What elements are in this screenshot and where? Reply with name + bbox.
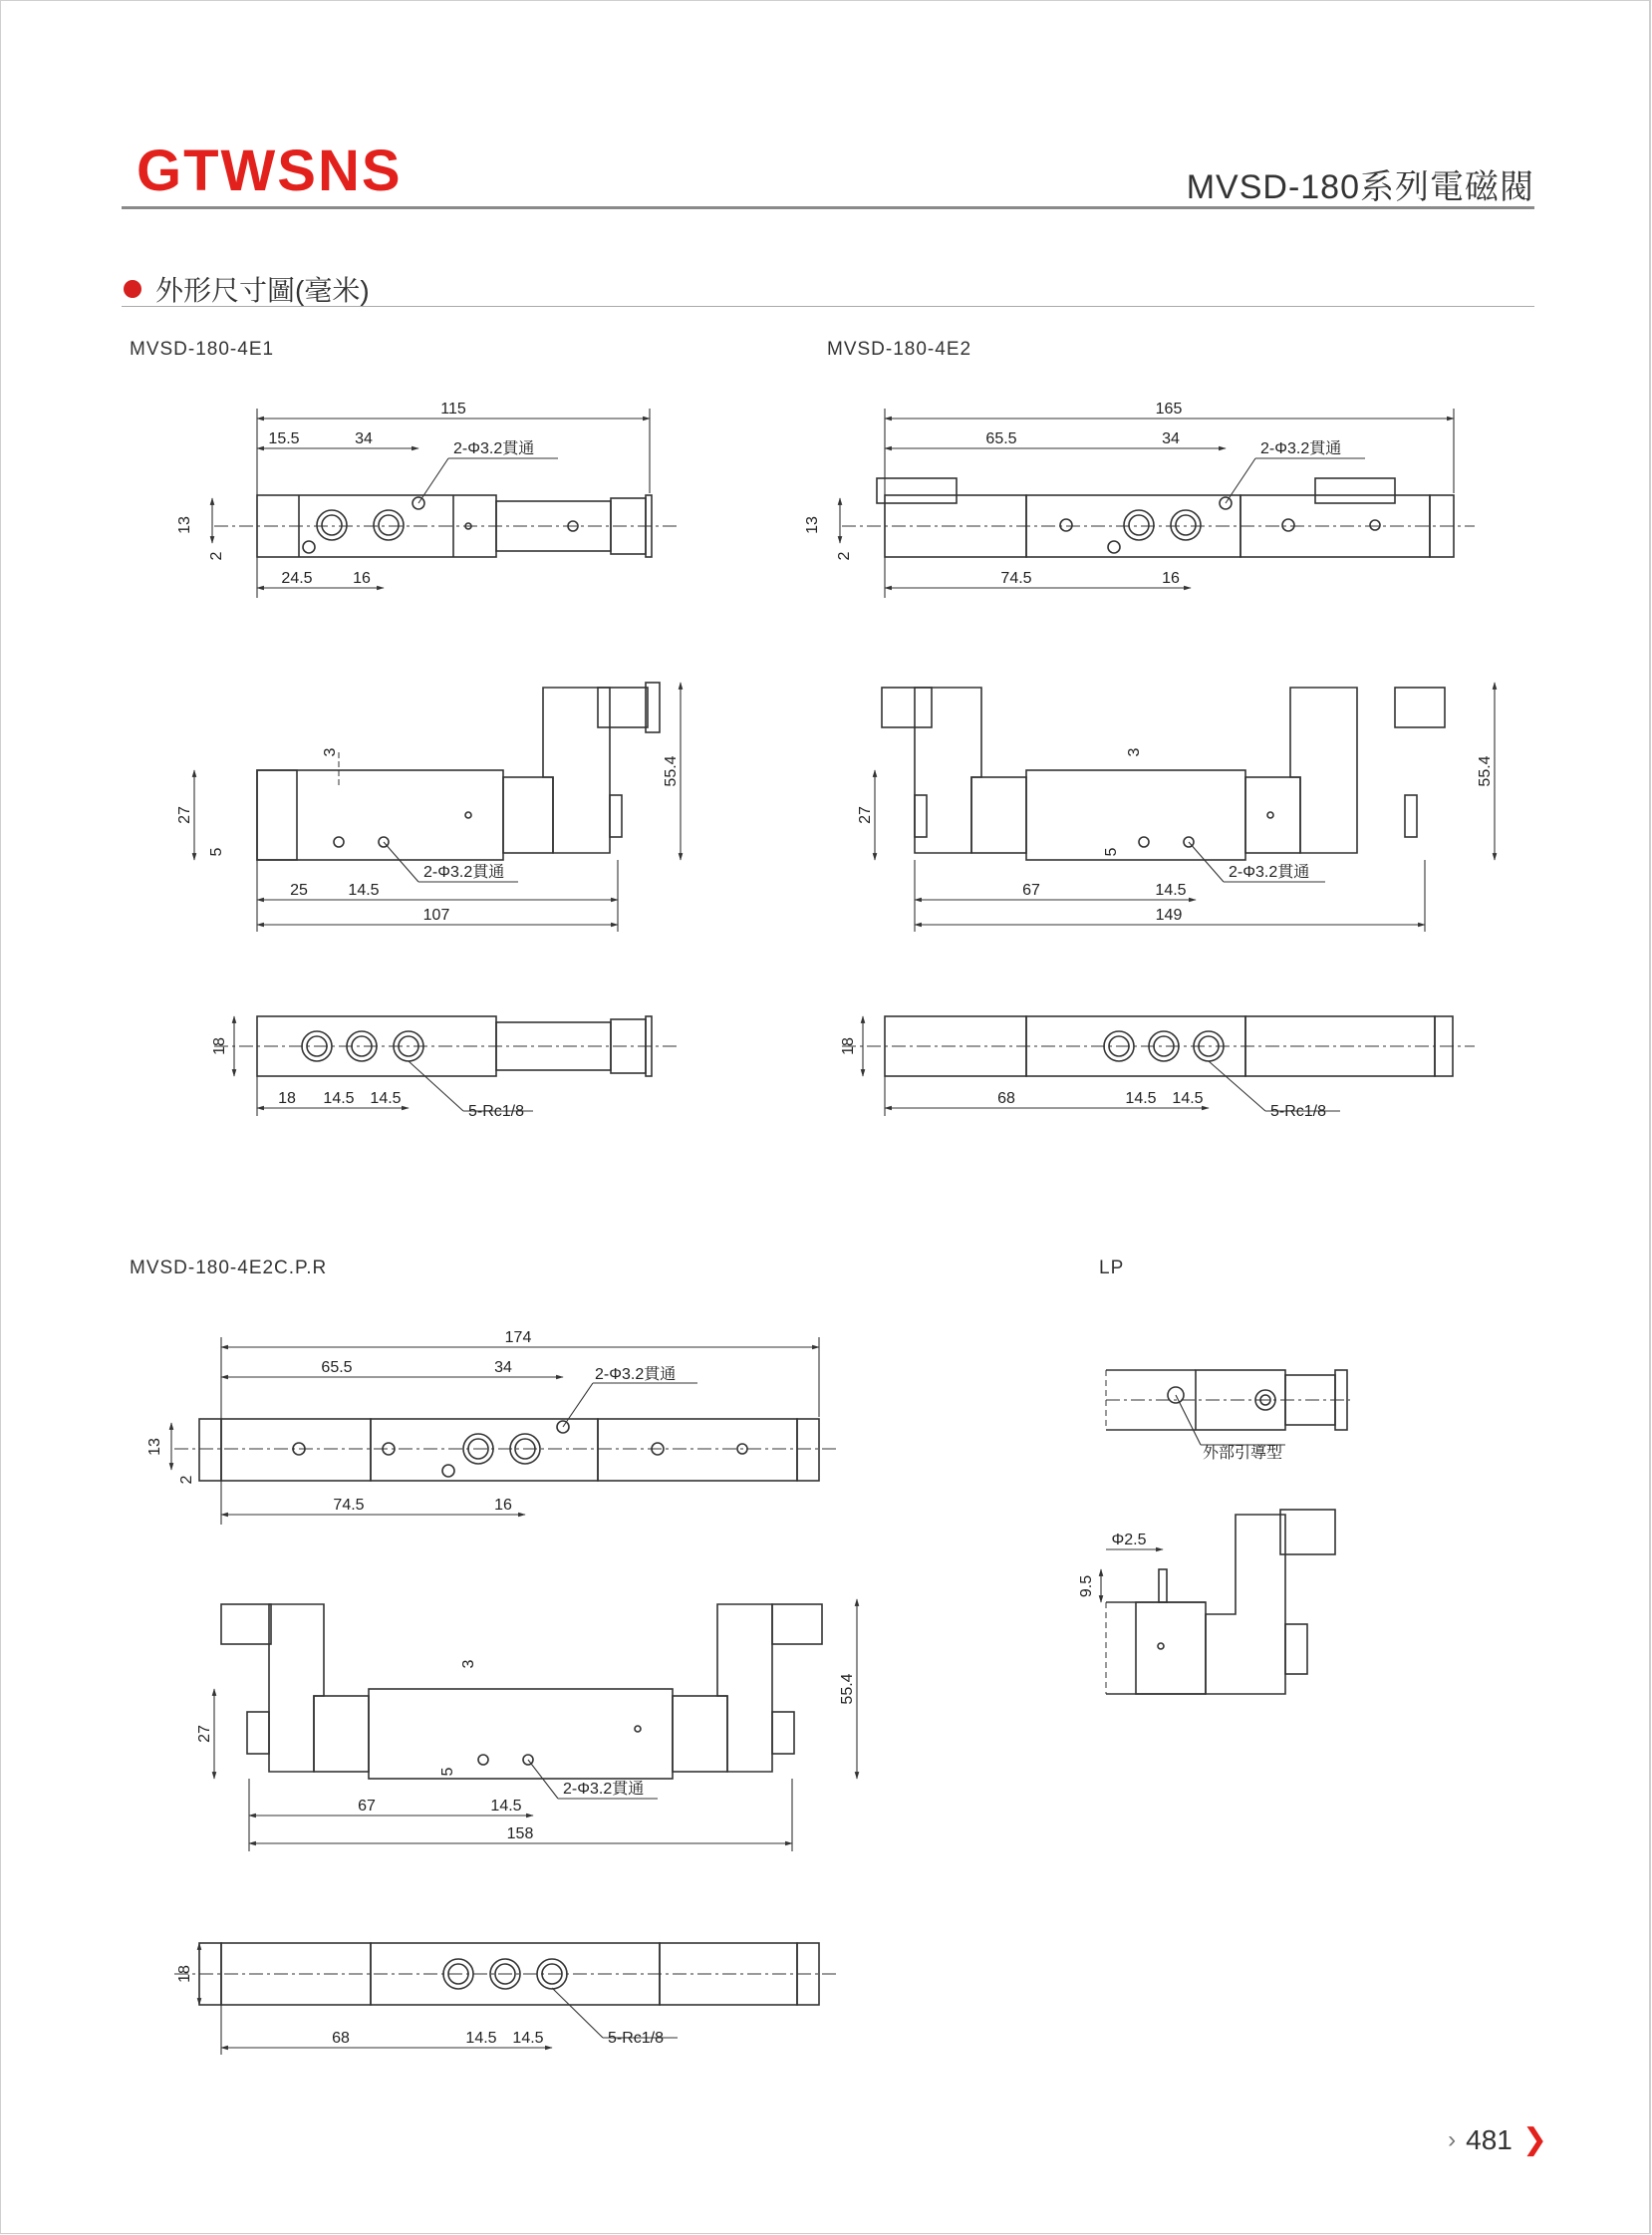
e1-hole-label-2: 2-Φ3.2貫通 — [423, 864, 505, 881]
page-next-chevron-icon: ❯ — [1521, 2123, 1547, 2156]
e1-dim-18: 18 — [211, 1037, 228, 1055]
cpr-dim-b: 34 — [494, 1359, 512, 1376]
e2-dim-c: 74.5 — [1000, 570, 1032, 587]
cpr-dim-554: 55.4 — [839, 1673, 856, 1705]
e1-dim-b: 34 — [355, 430, 373, 447]
cpr-port-label: 5-Rc1/8 — [608, 2030, 665, 2047]
e1-dim-a: 15.5 — [268, 430, 300, 447]
e2-dim-p1: 14.5 — [1125, 1090, 1157, 1107]
e2-dim-g: 68 — [997, 1090, 1015, 1107]
e1-dim-13: 13 — [176, 516, 193, 534]
e2-top-view — [842, 478, 1475, 557]
e1-dim-body: 107 — [422, 907, 450, 924]
cpr-dim-p2: 14.5 — [512, 2030, 544, 2047]
cpr-dim-2: 2 — [178, 1475, 195, 1485]
e1-bottom-view — [214, 1016, 678, 1076]
model-label-lp: LP — [1099, 1257, 1125, 1278]
series-title: MVSD-180系列電磁閥 — [1186, 168, 1534, 206]
e2-dim-27: 27 — [857, 806, 874, 824]
e2-dim-a: 65.5 — [985, 430, 1017, 447]
e1-dim-p1: 14.5 — [323, 1090, 355, 1107]
e2-dim-3: 3 — [1126, 747, 1143, 757]
model-label-4e1: MVSD-180-4E1 — [130, 339, 275, 360]
cpr-front-view — [221, 1604, 822, 1779]
e1-dim-p2: 14.5 — [370, 1090, 402, 1107]
e2-dim-2: 2 — [836, 551, 853, 561]
cpr-dim-c: 74.5 — [333, 1497, 365, 1514]
e2-dim-5: 5 — [1103, 847, 1120, 857]
e2-front-view — [882, 688, 1445, 860]
e1-dim-g: 18 — [278, 1090, 296, 1107]
model-label-4e2: MVSD-180-4E2 — [827, 339, 972, 360]
e2-dim-body: 149 — [1155, 907, 1183, 924]
e2-hole-label-2: 2-Φ3.2貫通 — [1229, 864, 1310, 881]
e2-port-label: 5-Rc1/8 — [1270, 1103, 1327, 1120]
cpr-top-view — [174, 1419, 837, 1481]
lp-external-label: 外部引導型 — [1203, 1445, 1283, 1462]
cpr-hole-label: 2-Φ3.2貫通 — [595, 1366, 677, 1383]
e2-dim-d: 16 — [1162, 570, 1180, 587]
page-number-value: 481 — [1466, 2123, 1513, 2155]
cpr-dim-18: 18 — [176, 1965, 193, 1983]
page-prev-chevron-icon: › — [1448, 2125, 1457, 2153]
e1-dim-f: 14.5 — [348, 882, 380, 899]
lp-dim-phi: Φ2.5 — [1111, 1532, 1147, 1548]
cpr-bottom-view — [174, 1943, 837, 2005]
e1-dim-2: 2 — [208, 551, 225, 561]
e1-dim-27: 27 — [176, 806, 193, 824]
cpr-dim-length: 174 — [504, 1329, 532, 1346]
cpr-dim-p1: 14.5 — [465, 2030, 497, 2047]
cpr-dim-a: 65.5 — [321, 1359, 353, 1376]
e1-top-view — [214, 495, 678, 557]
e1-dim-3: 3 — [322, 747, 339, 757]
e1-dim-length: 115 — [440, 401, 466, 418]
cpr-dim-27: 27 — [196, 1725, 213, 1743]
e2-dim-b: 34 — [1162, 430, 1180, 447]
e2-dim-f: 14.5 — [1155, 882, 1187, 899]
e1-hole-label: 2-Φ3.2貫通 — [453, 440, 535, 457]
e1-port-label: 5-Rc1/8 — [468, 1103, 525, 1120]
e2-dim-554: 55.4 — [1477, 755, 1494, 787]
e1-dim-5: 5 — [208, 847, 225, 857]
e2-dim-18: 18 — [840, 1037, 857, 1055]
cpr-dim-3: 3 — [460, 1659, 477, 1669]
cpr-hole-label-2: 2-Φ3.2貫通 — [563, 1781, 645, 1798]
cpr-dim-body: 158 — [506, 1825, 534, 1842]
cpr-dim-g: 68 — [332, 2030, 350, 2047]
cpr-dim-f: 14.5 — [490, 1798, 522, 1815]
e2-bottom-view — [842, 1016, 1475, 1076]
model-label-4e2cpr: MVSD-180-4E2C.P.R — [130, 1257, 328, 1278]
cpr-dim-13: 13 — [146, 1438, 163, 1456]
page-number — [1448, 2122, 1547, 2157]
e2-dim-e: 67 — [1022, 882, 1040, 899]
e2-dim-length: 165 — [1155, 401, 1183, 418]
e2-dim-p2: 14.5 — [1172, 1090, 1204, 1107]
brand-logo: GTWSNS — [137, 139, 403, 203]
e2-hole-label: 2-Φ3.2貫通 — [1260, 440, 1342, 457]
cpr-dim-d: 16 — [494, 1497, 512, 1514]
e1-front-view — [257, 683, 660, 860]
cpr-dim-5: 5 — [439, 1767, 456, 1777]
lp-top-view — [1106, 1370, 1350, 1430]
section-title: 外形尺寸圖(毫米) — [155, 275, 370, 306]
e1-dim-d: 16 — [353, 570, 371, 587]
e1-dim-554: 55.4 — [663, 755, 680, 787]
e2-dim-13: 13 — [804, 516, 821, 534]
cpr-dim-e: 67 — [358, 1798, 376, 1815]
e1-dim-c: 24.5 — [281, 570, 313, 587]
e1-dim-e: 25 — [290, 882, 308, 899]
lp-dim-h: 9.5 — [1078, 1574, 1095, 1598]
